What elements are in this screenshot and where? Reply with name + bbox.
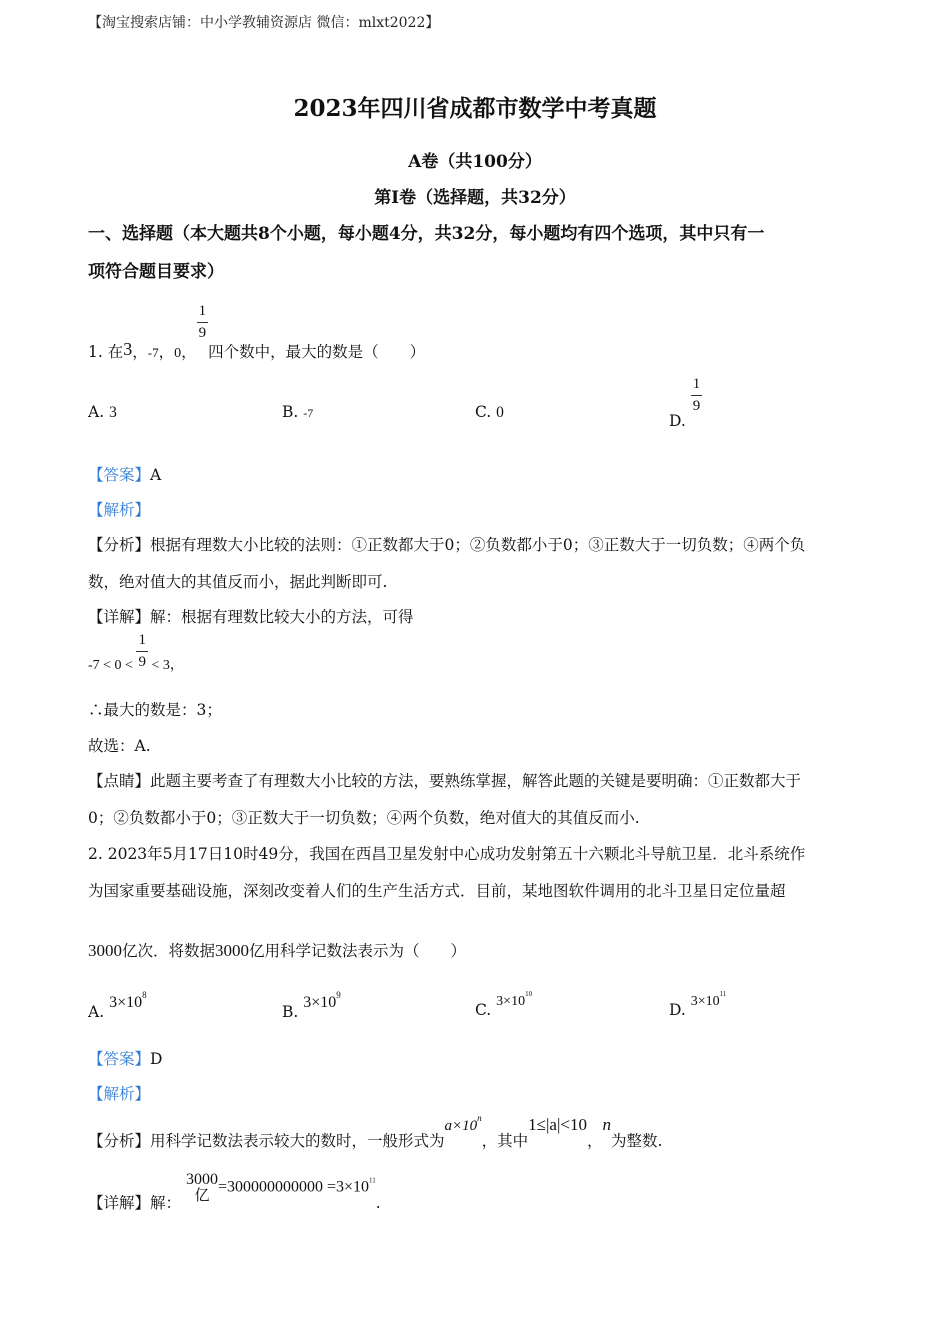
page-title: 2023年四川省成都市数学中考真题 (293, 95, 657, 122)
q1-fraction-denominator: 9 (198, 325, 207, 341)
q1-sep-3: ， (181, 342, 197, 361)
q1-fenxi-line1: 【分析】根据有理数大小比较的法则：①正数都大于0；②负数都小于0；③正数大于一切负数；④两个负 (88, 536, 806, 554)
q1-sep-2: ， (158, 342, 175, 361)
q1-analysis-tag: 【解析】 (88, 501, 151, 519)
q2-option-d: D. $3\times 10^{11}$ (669, 990, 727, 1019)
q2-option-c: C. $3\times 10^{10}$ (475, 990, 533, 1019)
q2-stem-line3: 3000亿次．将数据3000亿用科学记数法表示为（ ） (88, 941, 467, 960)
q1-choice: 故选：A. (88, 737, 151, 755)
q2-option-b: B. $3\times 10^9$ (282, 990, 341, 1021)
q1-sep-1: ， (132, 342, 148, 361)
q2-fenxi: 【分析】用科学记数法表示较大的数时，一般形式为$a\times 10^n$，其中1≤|a|<10，n为整数. (88, 1113, 663, 1150)
q2-stem-line1: 2. 2023年5月17日10时49分，我国在西昌卫星发射中心成功发射第五十六颗北斗导航卫星．北斗系统作 (88, 845, 806, 863)
q1-answer: 【答案】A (88, 466, 162, 484)
q1-option-a: A. 3 (88, 403, 117, 421)
section-heading-line2: 项符合题目要求） (88, 262, 224, 282)
q1-conclusion: ∴最大的数是：3； (88, 701, 222, 719)
q1-option-d: D. $\frac{1}{9}$ (669, 376, 701, 430)
q1-number-1: 3 (123, 338, 133, 359)
q1-option-b: B. -7 (282, 403, 314, 421)
q1-fraction (197, 304, 209, 341)
q2-answer: 【答案】D (88, 1050, 163, 1068)
q1-comment-line2: 0；②负数都小于0；③正数大于一切负数；④两个负数，绝对值大的其值反而小. (88, 809, 640, 827)
q1-inequality: -7 < 0 < $\frac{1}{9}$ < 3， (88, 632, 184, 673)
question-1-stem (88, 303, 426, 361)
q1-option-c: C. 0 (475, 403, 504, 421)
q1-fraction-numerator: 1 (197, 304, 209, 323)
q2-analysis-tag: 【解析】 (88, 1085, 151, 1103)
subtitle-part-1: 第I卷（选择题，共32分） (374, 188, 576, 208)
shop-banner: 【淘宝搜索店铺：中小学教辅资源店 微信：mlxt2022】 (88, 15, 440, 31)
q1-comment-line1: 【点睛】此题主要考查了有理数大小比较的方法，要熟练掌握，解答此题的关键是要明确：①正数都大于 (88, 772, 802, 790)
subtitle-volume-a: A卷（共100分） (408, 152, 542, 172)
q1-number-3: 0 (174, 345, 182, 361)
section-heading-line1: 一、选择题（本大题共8个小题，每小题4分，共32分，每小题均有四个选项，其中只有一 (88, 224, 765, 244)
q1-number-2: -7 (147, 344, 159, 360)
q2-detail: 【详解】解： 3000 亿 $=300000000000 =3\times 10^{11}$. (88, 1171, 381, 1212)
q1-prefix: 1. 在 (88, 342, 124, 361)
q1-suffix: 四个数中，最大的数是（ ） (208, 342, 426, 361)
q2-stem-line2: 为国家重要基础设施，深刻改变着人们的生产生活方式．目前，某地图软件调用的北斗卫星日定位量超 (88, 882, 786, 900)
q1-detail: 【详解】解：根据有理数比较大小的方法，可得 (88, 608, 414, 626)
q2-option-a: A. $3\times 10^8$ (88, 990, 147, 1021)
q1-fenxi-line2: 数，绝对值大的其值反而小，据此判断即可. (88, 573, 388, 591)
